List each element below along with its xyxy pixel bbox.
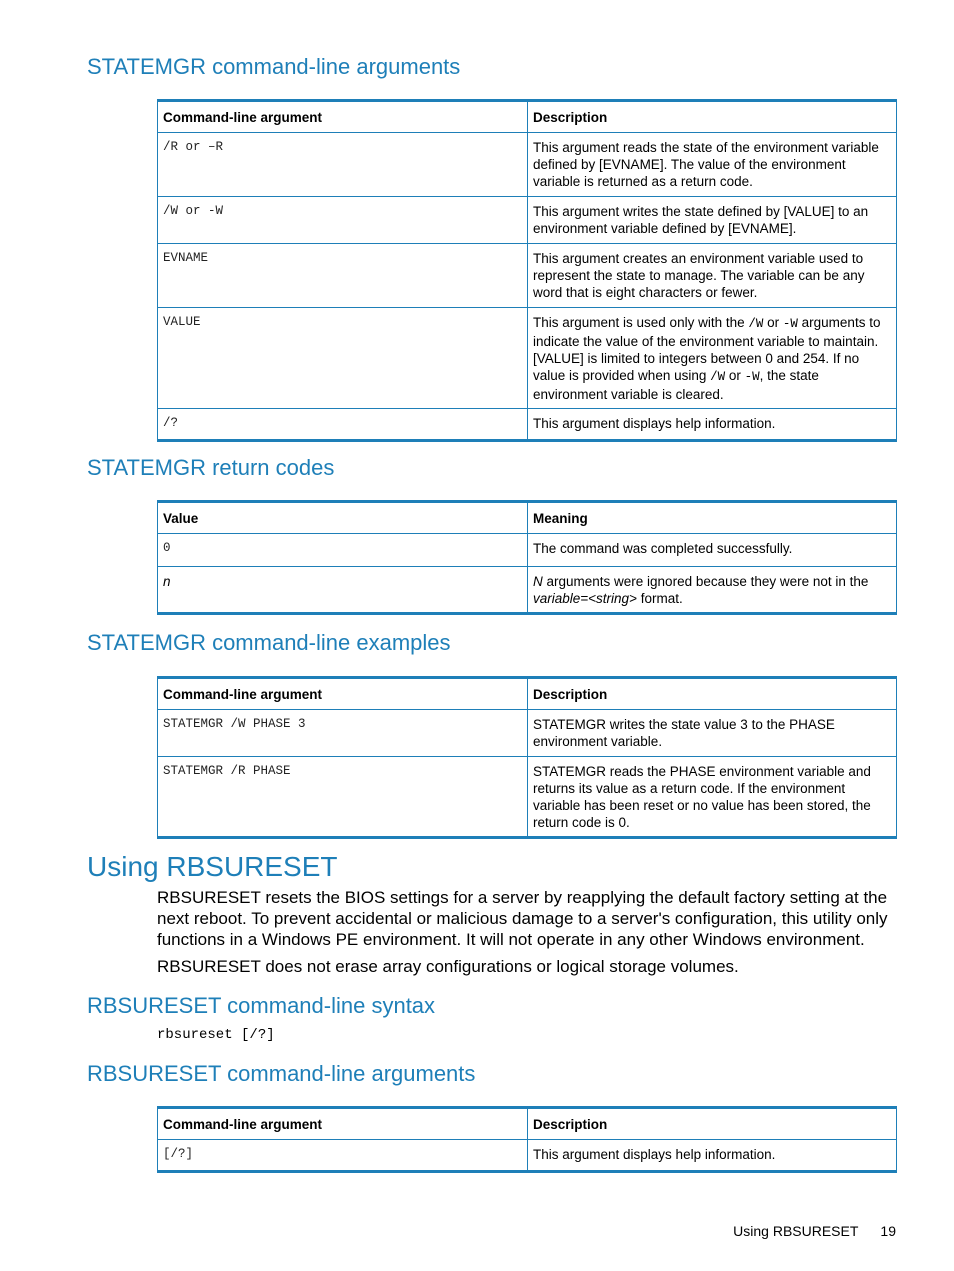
column-header: Value (158, 502, 528, 534)
meaning-text: arguments were ignored because they were not in the (542, 574, 869, 589)
meaning-text: variable=<string> (533, 591, 637, 606)
inline-code: /W (748, 317, 764, 331)
column-header: Meaning (528, 502, 897, 534)
table-row (158, 308, 897, 409)
table-header-row (158, 1108, 897, 1140)
description-text: or (725, 368, 745, 383)
description-text: or (763, 315, 783, 330)
description-cell: This argument reads the state of the environment variable defined by [EVNAME]. The value of the environment variable is returned as a return code. (528, 133, 897, 197)
column-header: Command-line argument (158, 678, 528, 710)
table-row (158, 244, 897, 308)
statemgr-examples-table (157, 676, 897, 839)
description-text: arguments to indicate the value of the environment variable to maintain. [VALUE] is limited to integers between 0 and 254. If no value is provided when using (533, 315, 881, 383)
table-row (158, 197, 897, 244)
rbsureset-args-table (157, 1106, 897, 1173)
table-row (158, 710, 897, 757)
description-cell: This argument displays help information. (528, 1140, 897, 1172)
meaning-text: format. (636, 591, 683, 606)
statemgr-return-table (157, 500, 897, 615)
statemgr-args-table (157, 99, 897, 442)
column-header: Description (528, 1108, 897, 1140)
argument-cell: STATEMGR /W PHASE 3 (158, 710, 528, 757)
description-cell: This argument writes the state defined by [VALUE] to an environment variable defined by [EVNAME]. (528, 197, 897, 244)
argument-cell: EVNAME (158, 244, 528, 308)
argument-cell: STATEMGR /R PHASE (158, 757, 528, 838)
statemgr-args-heading: STATEMGR command-line arguments (87, 54, 461, 79)
page-number: 19 (880, 1223, 896, 1239)
table-header-row (158, 101, 897, 133)
inline-code: -W (782, 317, 798, 331)
description-cell: This argument displays help information. (528, 409, 897, 441)
table-row (158, 1140, 897, 1172)
column-header: Description (528, 101, 897, 133)
inline-code: /W (710, 370, 726, 384)
rbsureset-syntax-code: rbsureset [/?] (157, 1027, 275, 1043)
description-cell: STATEMGR writes the state value 3 to the PHASE environment variable. (528, 710, 897, 757)
rbsureset-syntax-heading: RBSURESET command-line syntax (87, 993, 436, 1018)
meaning-cell: The command was completed successfully. (528, 534, 897, 567)
description-text: , the state environment variable is cleared. (533, 368, 819, 402)
rbsureset-args-heading: RBSURESET command-line arguments (87, 1061, 476, 1086)
argument-cell: /R or –R (158, 133, 528, 197)
meaning-text: N (533, 574, 543, 589)
argument-cell: VALUE (158, 308, 528, 409)
description-cell (528, 308, 897, 409)
table-row (158, 567, 897, 614)
column-header: Command-line argument (158, 101, 528, 133)
rbsureset-note-paragraph: RBSURESET does not erase array configurations or logical storage volumes. (157, 957, 739, 976)
argument-cell: /W or -W (158, 197, 528, 244)
statemgr-return-heading: STATEMGR return codes (87, 455, 335, 480)
description-cell: This argument creates an environment variable used to represent the state to manage. The variable can be any word that is eight characters or fewer. (528, 244, 897, 308)
value-cell: 0 (158, 534, 528, 567)
value-cell: n (158, 567, 528, 614)
description-text: This argument is used only with the (533, 315, 749, 330)
table-row (158, 133, 897, 197)
inline-code: -W (744, 370, 760, 384)
argument-cell: [/?] (158, 1140, 528, 1172)
footer-section-title: Using RBSURESET (733, 1223, 859, 1239)
rbsureset-heading: Using RBSURESET (87, 851, 338, 882)
statemgr-examples-heading: STATEMGR command-line examples (87, 630, 451, 655)
table-row (158, 534, 897, 567)
table-row (158, 757, 897, 838)
rbsureset-intro-paragraph: RBSURESET resets the BIOS settings for a server by reapplying the default factory setting at the next reboot. To prevent accidental or malicious damage to a server's configuration, this utility only functions in a Windows PE environment. It will not operate in any other Windows environment. (157, 888, 888, 949)
column-header: Description (528, 678, 897, 710)
argument-cell: /? (158, 409, 528, 441)
table-header-row (158, 678, 897, 710)
table-row (158, 409, 897, 441)
page-footer (733, 1223, 896, 1239)
meaning-cell (528, 567, 897, 614)
column-header: Command-line argument (158, 1108, 528, 1140)
description-cell: STATEMGR reads the PHASE environment variable and returns its value as a return code. If the environment variable has been reset or no value has been stored, the return code is 0. (528, 757, 897, 838)
table-header-row (158, 502, 897, 534)
